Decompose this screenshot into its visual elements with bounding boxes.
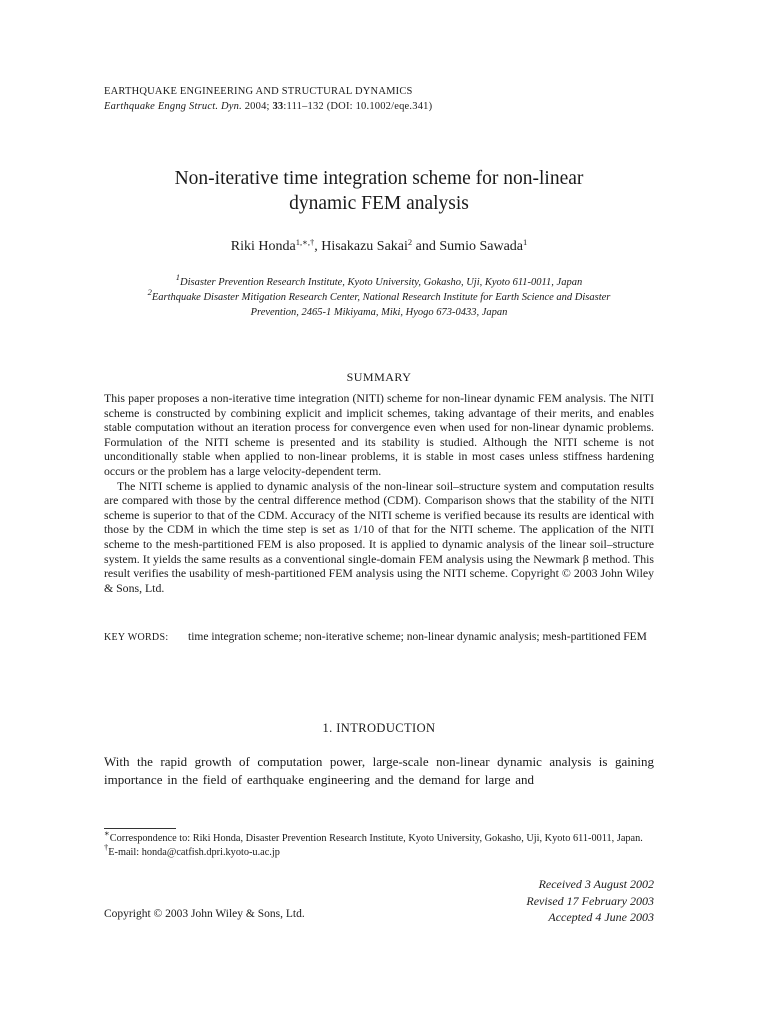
footnotes (104, 828, 654, 860)
journal-abbrev: Earthquake Engng Struct. Dyn. (104, 101, 242, 112)
keywords-text: time integration scheme; non-iterative scheme; non-linear dynamic analysis; mesh-partitioned FEM (188, 631, 647, 643)
author-name: Hisakazu Sakai (321, 239, 408, 254)
title-line-2: dynamic FEM analysis (289, 193, 469, 214)
footnote-text: Correspondence to: Riki Honda, Disaster Prevention Research Institute, Kyoto University, Gokasho, Uji, Kyoto 611-0011, Japan. (109, 833, 643, 844)
keywords-label: KEY WORDS: (104, 632, 169, 643)
journal-citation (104, 99, 432, 114)
author-separator: , (314, 239, 322, 254)
accepted-date: Accepted 4 June 2003 (548, 910, 654, 924)
author-name: Sumio Sawada (439, 239, 523, 254)
abstract-paragraph: This paper proposes a non-iterative time integration (NITI) scheme for non-linear dynamic FEM analysis. The NITI scheme is constructed by combining explicit and implicit schemes, taking advantage of their merits, and enables stable computation without an iteration process for convergence even when used for non-linear dynamic problems. Formulation of the NITI scheme is presented and its stability is studied. Although the NITI scheme is not unconditionally stable when applied to non-linear problems, it is stable in most cases unless stiffness hardening occurs or the problem has a large velocity-dependent term. (104, 391, 654, 478)
affiliation-number: 1 (175, 272, 181, 282)
received-dates (404, 876, 654, 926)
footnote (104, 828, 654, 846)
author-affiliation-mark: 1 (523, 237, 528, 247)
footnote-text: E-mail: honda@catfish.dpri.kyoto-u.ac.jp (108, 847, 280, 858)
footnote-divider (104, 828, 176, 829)
revised-date: Revised 17 February 2003 (526, 893, 654, 908)
journal-name: EARTHQUAKE ENGINEERING AND STRUCTURAL DYNAMICS (104, 86, 413, 97)
author-list (104, 239, 654, 255)
summary-heading: SUMMARY (346, 370, 412, 384)
journal-year: 2004; (241, 101, 273, 112)
journal-volume: 33 (272, 101, 284, 112)
affiliations (96, 272, 662, 320)
received-date: Received 3 August 2002 (538, 877, 654, 891)
author-affiliation-mark: 1,∗,† (295, 237, 315, 247)
keywords (104, 630, 654, 646)
footnote (104, 842, 654, 860)
footnote-mark: † (104, 842, 109, 852)
section-heading: 1. INTRODUCTION (322, 721, 436, 735)
abstract (104, 391, 654, 595)
abstract-paragraph: The NITI scheme is applied to dynamic analysis of the non-linear soil–structure system and computation results are compared with those by the central difference method (CDM). Comparison shows that the stability of the NITI scheme is superior to that of the CDM. Accuracy of the NITI scheme is verified because its results are identical with those by the CDM in which the time step is set as 1/10 of that for the NITI scheme. The application of the NITI scheme to the mesh-partitioned FEM is also proposed. It is applied to dynamic analysis of the linear soil–structure system. It yields the same results as a conventional single-domain FEM analysis using the Newmark β method. This result verifies the usability of mesh-partitioned FEM analysis using the NITI scheme. Copyright © 2003 John Wiley & Sons, Ltd. (104, 478, 654, 595)
affiliation (96, 272, 662, 290)
copyright-notice: Copyright © 2003 John Wiley & Sons, Ltd. (104, 908, 305, 920)
journal-header (104, 84, 432, 114)
affiliation-text: Earthquake Disaster Mitigation Research Center, National Research Institute for Earth Science and Disaster (151, 292, 611, 303)
author-separator: and (412, 239, 440, 254)
affiliation-continued: Prevention, 2465-1 Mikiyama, Miki, Hyogo 673-0433, Japan (250, 307, 508, 318)
affiliation-text: Disaster Prevention Research Institute, Kyoto University, Gokasho, Uji, Kyoto 611-0011, Japan (180, 277, 583, 288)
author-affiliation-mark: 2 (407, 237, 413, 247)
author-name: Riki Honda (230, 239, 296, 254)
affiliation (96, 287, 662, 305)
journal-pages-doi: :111–132 (DOI: 10.1002/eqe.341) (283, 101, 433, 112)
paper-title (104, 166, 654, 216)
introduction-text: With the rapid growth of computation power, large-scale non-linear dynamic analysis is gaining importance in the field of earthquake engineering and the demand for large and (104, 754, 654, 787)
affiliation-number: 2 (147, 287, 152, 297)
footnote-mark: ∗ (104, 828, 110, 838)
title-line-1: Non-iterative time integration scheme for non-linear (174, 168, 584, 189)
